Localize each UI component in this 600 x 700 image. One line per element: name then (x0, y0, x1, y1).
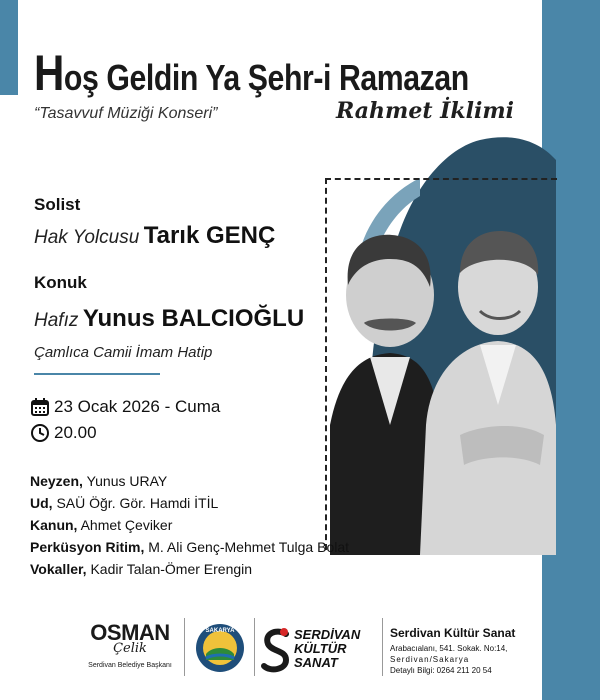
seal-text: SAKARYA (205, 628, 235, 634)
soloist-prefix: Hak Yolcusu (34, 227, 140, 248)
venue-address: Arabacıalanı, 541. Sokak. No:14, (390, 644, 508, 653)
calendar-icon (30, 397, 50, 417)
credit-role: Neyzen, (30, 473, 83, 489)
credit-names: Ahmet Çeviker (80, 517, 173, 533)
credit-role: Kanun, (30, 517, 78, 533)
venue-city: Serdivan/Sakarya (390, 655, 470, 664)
guest-name-line (34, 305, 304, 333)
soloist-photo (330, 225, 556, 555)
divider-rule (34, 373, 160, 375)
credit-row (30, 536, 349, 558)
concert-subtitle: “Tasavvuf Müziği Konseri” (34, 105, 218, 122)
guest-role: Çamlıca Camii İmam Hatip (34, 344, 213, 361)
venue-info (390, 626, 540, 676)
credits-list (30, 470, 349, 580)
credit-role: Vokaller, (30, 561, 87, 577)
credit-row (30, 558, 349, 580)
credit-row (30, 492, 349, 514)
soloist-name: Tarık GENÇ (143, 222, 276, 249)
guest-prefix: Hafız (34, 310, 79, 331)
event-time (30, 423, 97, 443)
venue-name: Serdivan Kültür Sanat (390, 626, 516, 640)
guest-label: Konuk (34, 273, 87, 292)
guest-name: Yunus BALCIOĞLU (82, 305, 305, 332)
event-date-text: 23 Ocak 2026 - Cuma (54, 397, 221, 416)
tagline: Rahmet İklimi (336, 98, 515, 124)
event-time-text: 20.00 (54, 423, 97, 442)
footer-divider (184, 618, 185, 676)
credit-row (30, 514, 349, 536)
page-title (34, 44, 469, 102)
mayor-title: Serdivan Belediye Başkanı (88, 662, 172, 669)
culture-art-logo-icon (260, 626, 292, 674)
municipality-seal-icon (194, 622, 246, 674)
footer-divider (254, 618, 255, 676)
credit-names: Kadir Talan-Ömer Erengin (90, 561, 253, 577)
credit-names: Yunus URAY (86, 473, 168, 489)
title-initial: H (34, 45, 64, 101)
soloist-label: Solist (34, 195, 81, 214)
credit-role: Ud, (30, 495, 53, 511)
title-rest: oş Geldin Ya Şehr-i Ramazan (63, 57, 469, 98)
culture-logo-line: KÜLTÜR (294, 641, 347, 656)
footer-divider (382, 618, 383, 676)
clock-icon (30, 423, 50, 443)
credit-names: SAÜ Öğr. Gör. Hamdi İTİL (56, 495, 219, 511)
mayor-signature (84, 622, 176, 669)
mayor-last-name: Çelik (113, 641, 147, 656)
credit-role: Perküsyon Ritim, (30, 539, 145, 555)
culture-logo-text (294, 628, 360, 670)
mayor-first-name: OSMAN (90, 620, 170, 645)
soloist-name-line (34, 222, 275, 250)
culture-logo-line: SANAT (294, 655, 338, 670)
culture-logo-line: SERDİVAN (294, 627, 361, 642)
event-date (30, 397, 220, 417)
footer-logos (70, 612, 540, 684)
credit-names: M. Ali Genç-Mehmet Tulga Bolat (148, 539, 350, 555)
venue-phone: Detaylı Bilgi: 0264 211 20 54 (390, 666, 492, 675)
credit-row (30, 470, 349, 492)
